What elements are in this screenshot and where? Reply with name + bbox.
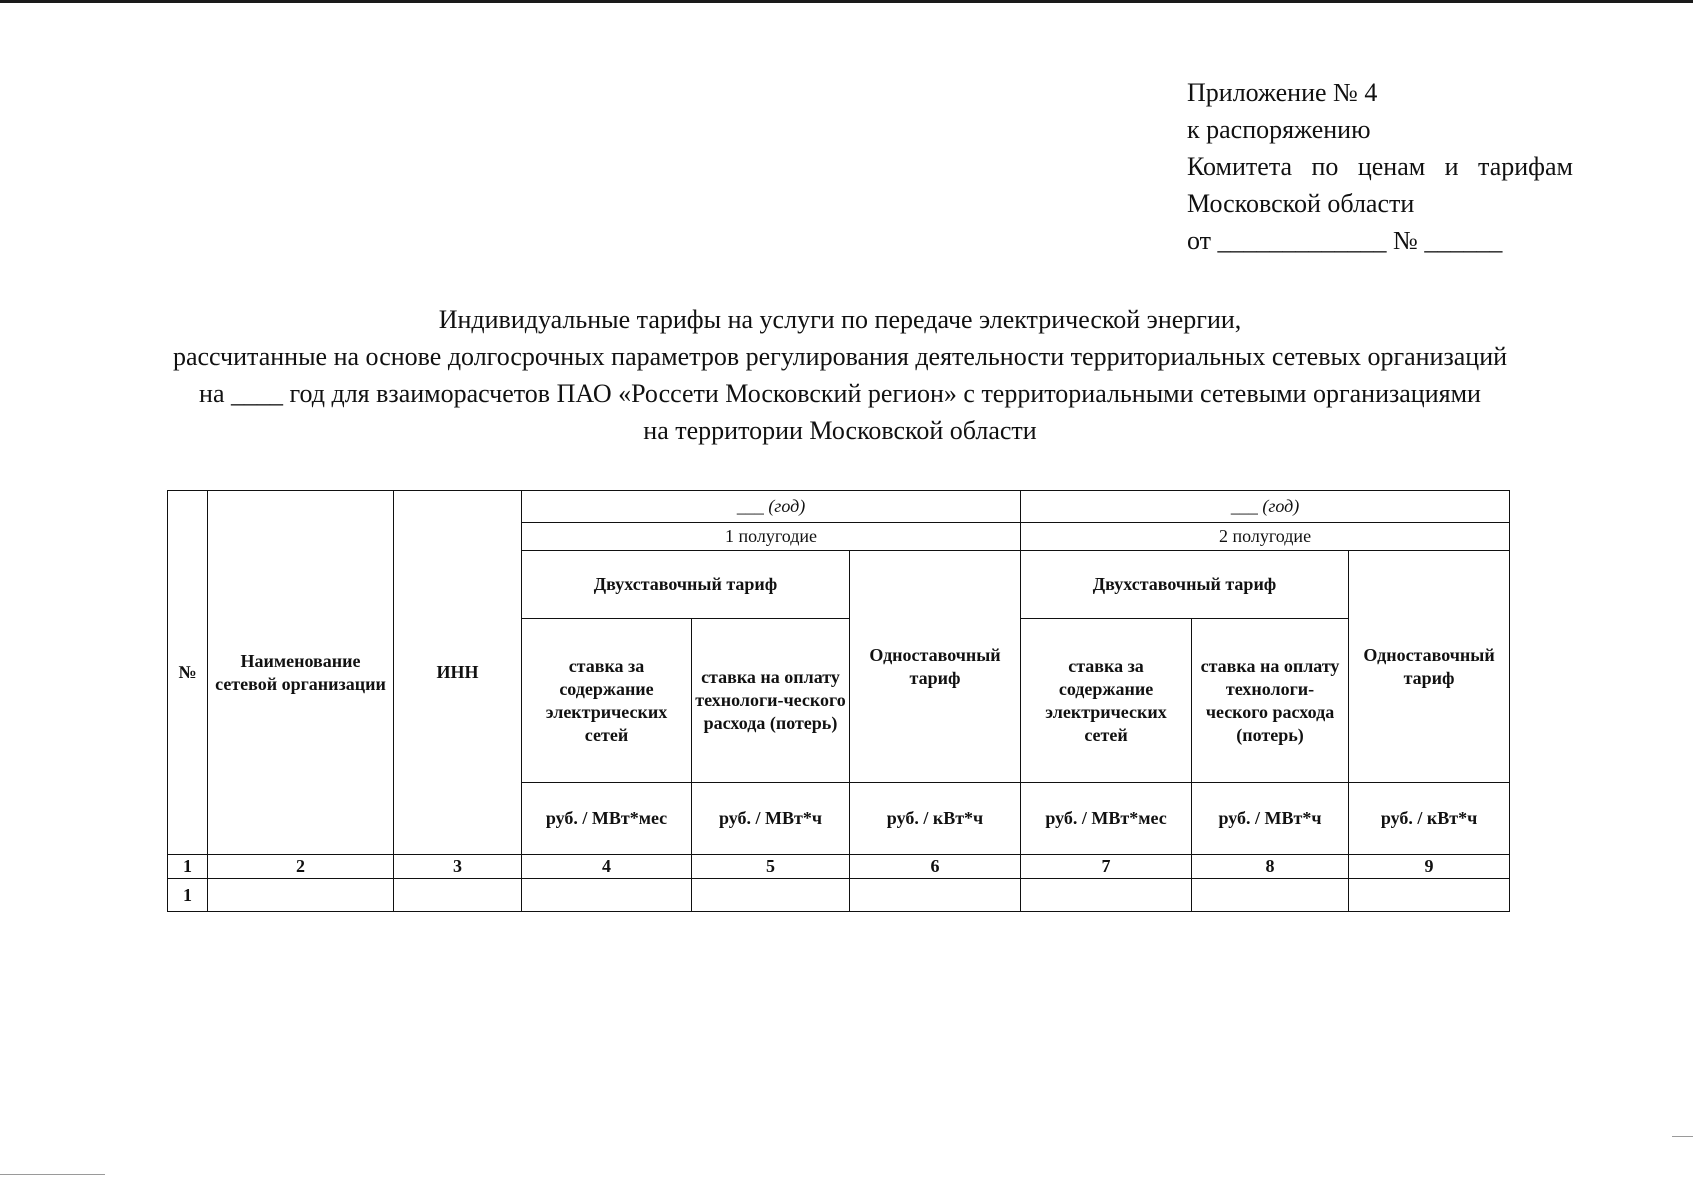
header-one-rate-1: Одноставочный тариф bbox=[850, 551, 1021, 783]
header-rate-maintenance-2: ставка за содержание электрических сетей bbox=[1021, 619, 1192, 783]
header-org-name: Наименование сетевой организации bbox=[208, 491, 394, 855]
unit-cell: руб. / МВт*мес bbox=[522, 783, 692, 855]
column-number: 1 bbox=[168, 855, 208, 879]
column-number-row bbox=[168, 855, 1510, 879]
header-rate-losses-2: ставка на оплату технологи-ческого расхода (потерь) bbox=[1192, 619, 1349, 783]
header-rate-maintenance-1: ставка за содержание электрических сетей bbox=[522, 619, 692, 783]
header-two-rate-2: Двухставочный тариф bbox=[1021, 551, 1349, 619]
column-number: 4 bbox=[522, 855, 692, 879]
unit-cell: руб. / МВт*ч bbox=[692, 783, 850, 855]
header-rate-losses-1: ставка на оплату технологи-ческого расхода (потерь) bbox=[692, 619, 850, 783]
header-half-2: 2 полугодие bbox=[1021, 523, 1510, 551]
unit-cell: руб. / МВт*мес bbox=[1021, 783, 1192, 855]
unit-cell: руб. / кВт*ч bbox=[1349, 783, 1510, 855]
appendix-date-number: от _____________ № ______ bbox=[1187, 226, 1503, 255]
header-two-rate-1: Двухставочный тариф bbox=[522, 551, 850, 619]
table-cell bbox=[208, 879, 394, 912]
appendix-block bbox=[1187, 74, 1587, 259]
header-one-rate-2: Одноставочный тариф bbox=[1349, 551, 1510, 783]
table-cell bbox=[1021, 879, 1192, 912]
tariff-table bbox=[167, 490, 1510, 912]
scan-top-edge bbox=[0, 0, 1693, 3]
appendix-region: Московской области bbox=[1187, 189, 1415, 218]
table-cell bbox=[850, 879, 1021, 912]
header-year-2 bbox=[1021, 491, 1510, 523]
year-label: (год) bbox=[768, 496, 806, 516]
table-cell bbox=[522, 879, 692, 912]
table-cell bbox=[692, 879, 850, 912]
title-line-3: на ____ год для взаиморасчетов ПАО «Россети Московский регион» с территориальными сетевыми организациями bbox=[199, 379, 1481, 408]
column-number: 2 bbox=[208, 855, 394, 879]
appendix-committee: Комитета по ценам и тарифам bbox=[1187, 152, 1573, 181]
table-cell bbox=[1192, 879, 1349, 912]
scan-artifact bbox=[0, 1174, 105, 1175]
table-cell: 1 bbox=[168, 879, 208, 912]
table-cell bbox=[1349, 879, 1510, 912]
scan-artifact bbox=[1672, 1136, 1693, 1137]
column-number: 3 bbox=[394, 855, 522, 879]
column-number: 9 bbox=[1349, 855, 1510, 879]
table-cell bbox=[394, 879, 522, 912]
header-row-year bbox=[168, 491, 1510, 523]
unit-cell: руб. / МВт*ч bbox=[1192, 783, 1349, 855]
column-number: 8 bbox=[1192, 855, 1349, 879]
title-line-1: Индивидуальные тарифы на услуги по передаче электрической энергии, bbox=[438, 305, 1242, 334]
document-title bbox=[60, 301, 1620, 449]
column-number: 7 bbox=[1021, 855, 1192, 879]
unit-cell: руб. / кВт*ч bbox=[850, 783, 1021, 855]
header-year-1 bbox=[522, 491, 1021, 523]
column-number: 5 bbox=[692, 855, 850, 879]
year-blank: ___ bbox=[1230, 496, 1258, 516]
year-label: (год) bbox=[1262, 496, 1300, 516]
header-half-1: 1 полугодие bbox=[522, 523, 1021, 551]
title-line-4: на территории Московской области bbox=[643, 416, 1037, 445]
year-blank: ___ bbox=[736, 496, 764, 516]
appendix-order: к распоряжению bbox=[1187, 115, 1371, 144]
appendix-number: Приложение № 4 bbox=[1187, 78, 1378, 107]
title-line-2: рассчитанные на основе долгосрочных параметров регулирования деятельности территориальных сетевых организаций bbox=[172, 342, 1508, 371]
column-number: 6 bbox=[850, 855, 1021, 879]
table-row bbox=[168, 879, 1510, 912]
header-inn: ИНН bbox=[394, 491, 522, 855]
header-no: № bbox=[168, 491, 208, 855]
